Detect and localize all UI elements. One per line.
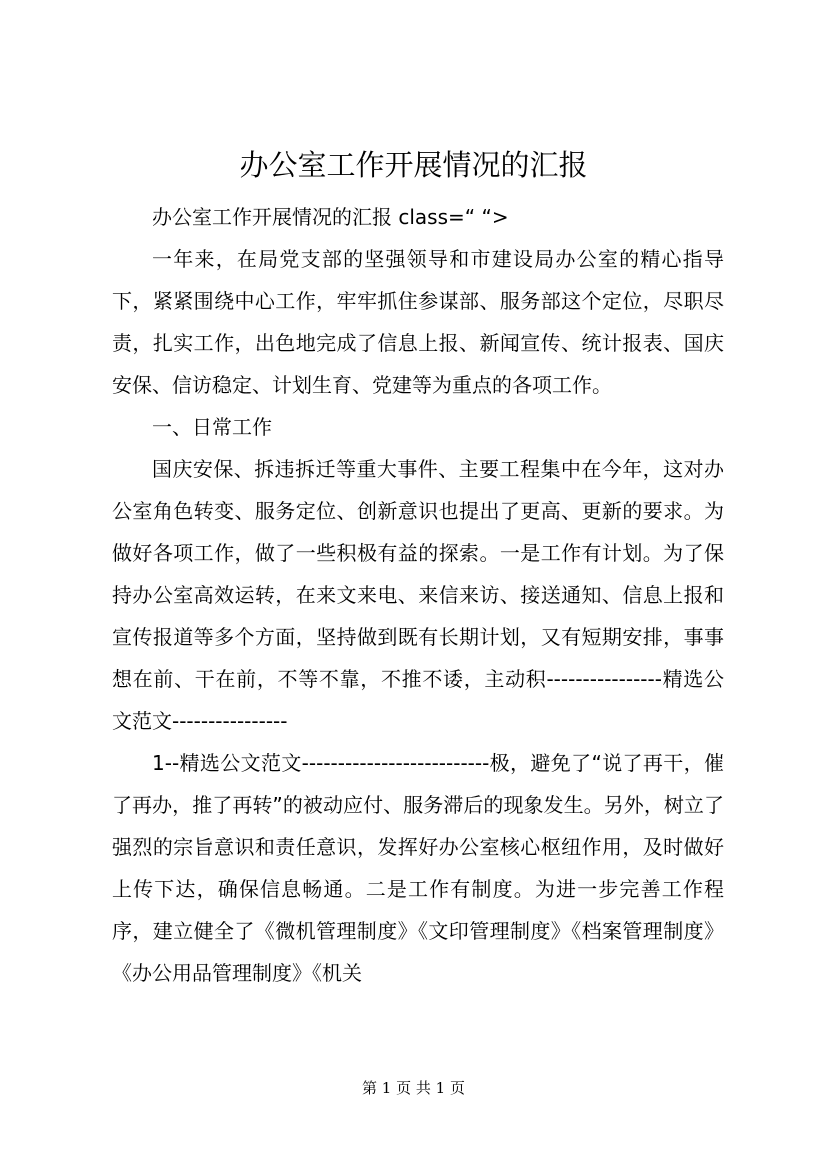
section-heading-daily-work: 一、日常工作 bbox=[152, 415, 272, 439]
document-body bbox=[112, 196, 724, 994]
paragraph-intro: 一年来，在局党支部的坚强领导和市建设局办公室的精心指导下，紧紧围绕中心工作，牢牢抓住参谋部、服务部这个定位，尽职尽责，扎实工作，出色地完成了信息上报、新闻宣传、统计报表、国庆安保、信访稳定、计划生育、党建等为重点的各项工作。 bbox=[112, 247, 724, 397]
paragraph-daily-work: 国庆安保、拆违拆迁等重大事件、主要工程集中在今年，这对办公室角色转变、服务定位、创新意识也提出了更高、更新的要求。为做好各项工作，做了一些积极有益的探索。一是工作有计划。为了保持办公室高效运转，在来文来电、来信来访、接送通知、信息上报和宣传报道等多个方面，坚持做到既有长期计划，又有短期安排，事事想在前、干在前，不等不靠，不推不诿，主动积----------------精选公文范文---------------- bbox=[112, 457, 724, 733]
page-number-footer: 第 1 页 共 1 页 bbox=[362, 1079, 465, 1097]
paragraph-subtitle: 办公室工作开展情况的汇报 class=“ “> bbox=[152, 205, 509, 229]
paragraph-continued: 1--精选公文范文--------------------------极，避免了“说了再干，催了再办，推了再转”的被动应付、服务滞后的现象发生。另外，树立了强烈的宗旨意识和责任意识，发挥好办公室核心枢纽作用，及时做好上传下达，确保信息畅通。二是工作有制度。为进一步完善工作程序，建立健全了《微机管理制度》《文印管理制度》《档案管理制度》《办公用品管理制度》《机关 bbox=[112, 751, 724, 985]
document-title: 办公室工作开展情况的汇报 bbox=[239, 148, 588, 182]
